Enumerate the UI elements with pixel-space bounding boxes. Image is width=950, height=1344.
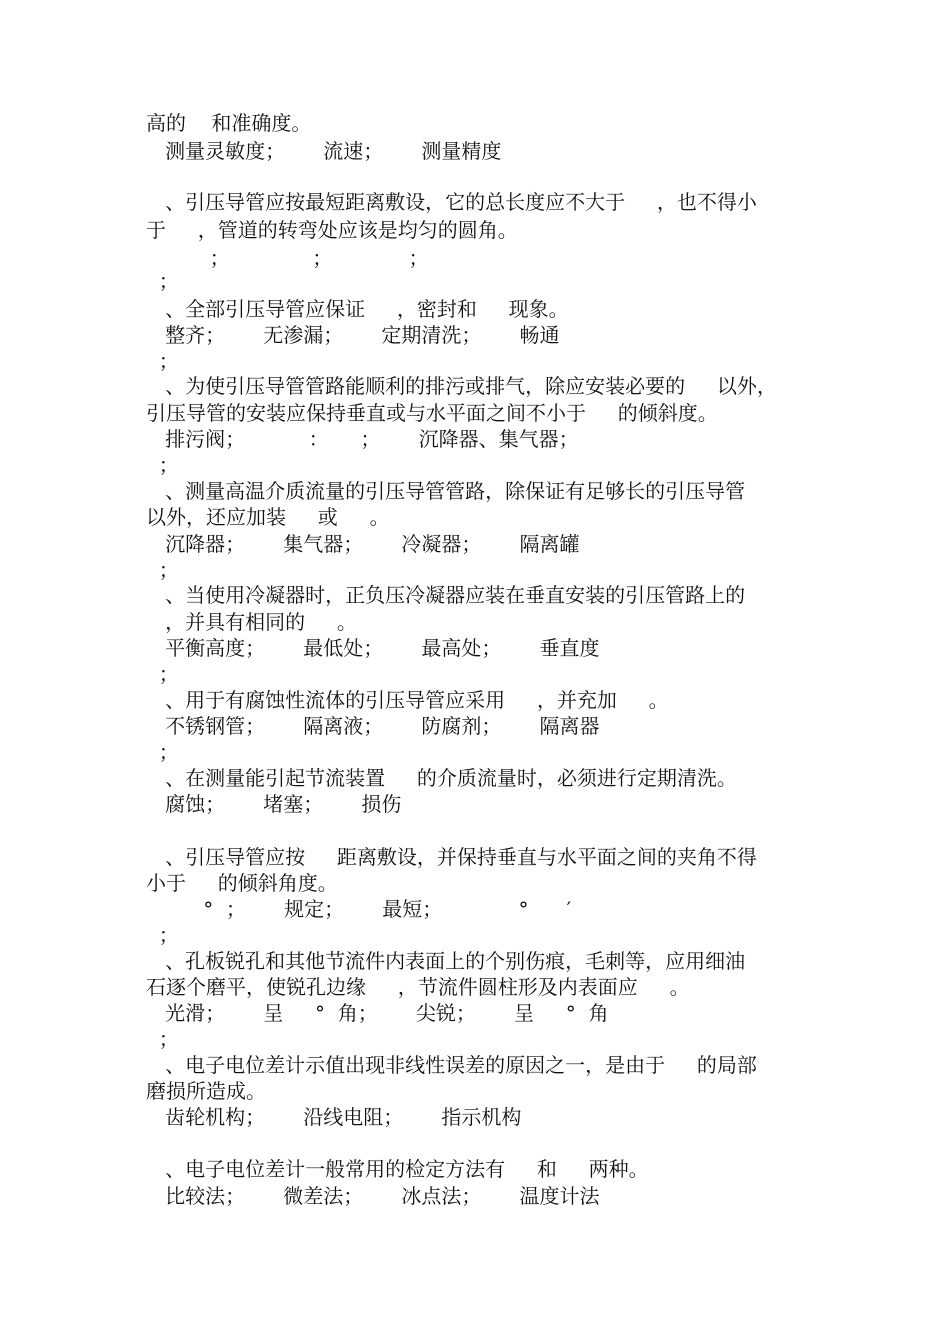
answer-options: ； ； ； xyxy=(146,246,429,270)
text-line: 引压导管的安装应保持垂直或与水平面之间不小于 的倾斜度。 xyxy=(146,401,718,425)
separator-mark: ； xyxy=(146,1027,179,1051)
question-line: 、孔板锐孔和其他节流件内表面上的个别伤痕，毛刺等，应用细油 xyxy=(146,949,746,973)
text-line: 于 ，管道的转弯处应该是均匀的圆角。 xyxy=(146,218,518,242)
separator-mark: ； xyxy=(146,349,179,373)
text-line: 高的 和准确度。 xyxy=(146,111,312,135)
separator-mark: ； xyxy=(146,923,179,947)
text-line: 以外，还应加装 或 。 xyxy=(146,505,390,529)
separator-mark: ； xyxy=(146,269,179,293)
question-line: 、当使用冷凝器时，正负压冷凝器应装在垂直安装的引压管路上的 xyxy=(146,583,746,607)
answer-options: 比较法； 微差法； 冰点法； 温度计法 xyxy=(146,1184,600,1208)
question-line: 、全部引压导管应保证 ，密封和 现象。 xyxy=(146,297,569,321)
answer-options: 整齐； 无渗漏； 定期清洗； 畅通 xyxy=(146,323,560,347)
question-line: 、为使引压导管管路能顺利的排污或排气，除应安装必要的 以外， xyxy=(146,374,777,398)
separator-mark: ； xyxy=(146,740,179,764)
answer-options: 齿轮机构； 沿线电阻； 指示机构 xyxy=(146,1105,522,1129)
answer-options: 腐蚀； 堵塞； 损伤 xyxy=(146,792,402,816)
text-line: 石逐个磨平，使锐孔边缘 ，节流件圆柱形及内表面应 。 xyxy=(146,975,690,999)
answer-options: 沉降器； 集气器； 冷凝器； 隔离罐 xyxy=(146,532,580,556)
answer-options: 不锈钢管； 隔离液； 防腐剂； 隔离器 xyxy=(146,714,600,738)
answer-options: 测量灵敏度； 流速； 测量精度 xyxy=(146,139,502,163)
question-line: 、测量高温介质流量的引压导管管路，除保证有足够长的引压导管 xyxy=(146,479,746,503)
separator-mark: ； xyxy=(146,453,179,477)
question-line: 、电子电位差计示值出现非线性误差的原因之一，是由于 的局部 xyxy=(146,1053,757,1077)
question-line: 、电子电位差计一般常用的检定方法有 和 两种。 xyxy=(146,1157,649,1181)
question-line: 、引压导管应按最短距离敷设，它的总长度应不大于 ，也不得小 xyxy=(146,190,757,214)
text-line: 小于 的倾斜角度。 xyxy=(146,871,338,895)
text-line: ，并具有相同的 。 xyxy=(146,610,357,634)
question-line: 、引压导管应按 距离敷设，并保持垂直与水平面之间的夹角不得 xyxy=(146,845,757,869)
answer-options: 排污阀； ： ； 沉降器、集气器； xyxy=(146,427,579,451)
answer-options: 平衡高度； 最低处； 最高处； 垂直度 xyxy=(146,636,600,660)
separator-mark: ； xyxy=(146,662,179,686)
answer-options: 光滑； 呈 ° 角； 尖锐； 呈 ° 角 xyxy=(146,1001,609,1025)
answer-options: ° ； 规定； 最短； ° ′ xyxy=(146,897,572,921)
question-line: 、用于有腐蚀性流体的引压导管应采用 ，并充加 。 xyxy=(146,688,669,712)
separator-mark: ； xyxy=(146,558,179,582)
text-line: 磨损所造成。 xyxy=(146,1079,266,1103)
question-line: 、在测量能引起节流装置 的介质流量时，必须进行定期清洗。 xyxy=(146,766,737,790)
